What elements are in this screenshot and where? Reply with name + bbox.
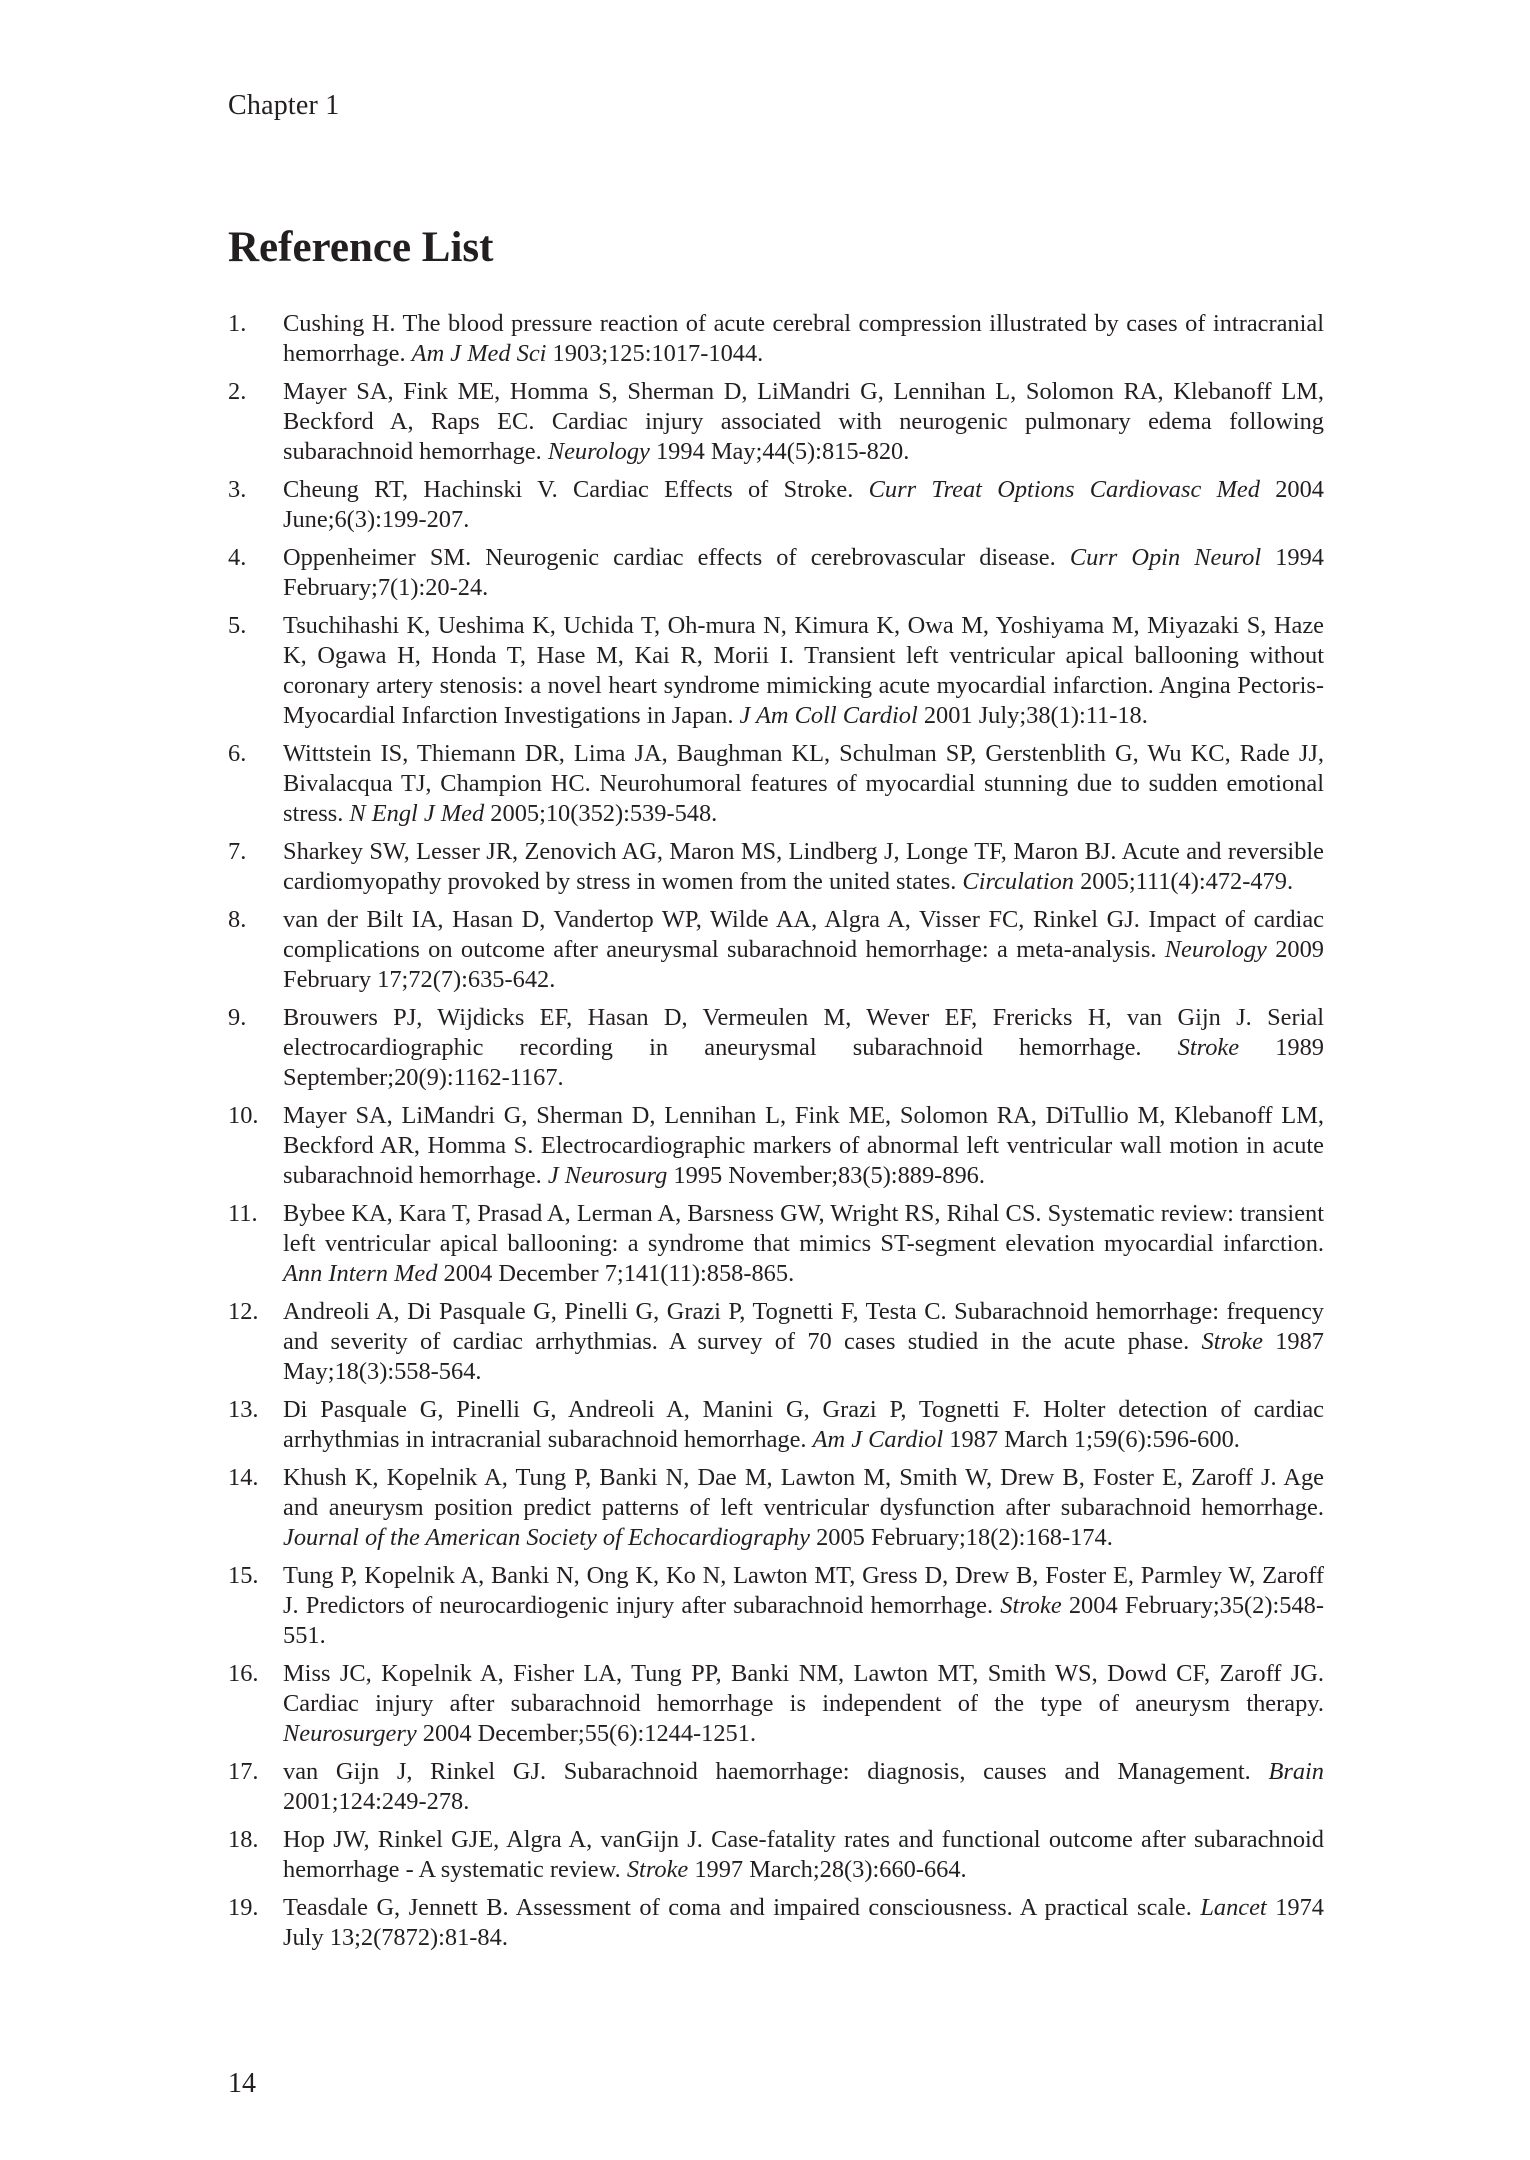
reference-journal: Stroke — [1201, 1328, 1263, 1355]
reference-text: Tung P, Kopelnik A, Banki N, Ong K, Ko N, Lawton MT, Gress D, Drew B, Foster E, Parmley W, Zaroff J. Predictors of neurocardiogenic injury after subarachnoid hemorrhage. — [283, 1562, 1324, 1619]
reference-citation: 1974 July 13;2(7872):81-84. — [283, 1894, 1324, 1951]
reference-citation: 2004 June;6(3):199-207. — [283, 476, 1324, 533]
reference-text: Miss JC, Kopelnik A, Fisher LA, Tung PP, Banki NM, Lawton MT, Smith WS, Dowd CF, Zaroff JG. Cardiac injury after subarachnoid hemorrhage is independent of the type of aneurysm therapy. — [283, 1660, 1324, 1717]
reference-item — [228, 1297, 1324, 1387]
reference-journal: Stroke — [1177, 1034, 1240, 1061]
reference-number: 13. — [228, 1396, 259, 1423]
reference-text: Andreoli A, Di Pasquale G, Pinelli G, Grazi P, Tognetti F, Testa C. Subarachnoid hemorrhage: frequency and severity of cardiac arrhythmias. A survey of 70 cases studied in the acute phase. — [283, 1298, 1324, 1355]
reference-citation: 1997 March;28(3):660-664. — [688, 1856, 967, 1883]
reference-journal: N Engl J Med — [349, 800, 485, 827]
reference-text: Hop JW, Rinkel GJE, Algra A, vanGijn J. Case-fatality rates and functional outcome after subarachnoid hemorrhage - A systematic review. — [283, 1826, 1324, 1883]
reference-citation: 2004 December;55(6):1244-1251. — [416, 1720, 757, 1747]
reference-text: Brouwers PJ, Wijdicks EF, Hasan D, Vermeulen M, Wever EF, Frericks H, van Gijn J. Serial electrocardiographic recording in aneurysmal subarachnoid hemorrhage. — [283, 1004, 1324, 1061]
reference-number: 17. — [228, 1758, 259, 1785]
reference-number: 10. — [228, 1102, 259, 1129]
reference-number: 4. — [228, 544, 247, 571]
reference-number: 7. — [228, 838, 247, 865]
reference-journal: Am J Med Sci — [411, 340, 547, 367]
reference-item — [228, 377, 1324, 467]
reference-citation: 2005;111(4):472-479. — [1074, 868, 1294, 895]
reference-journal: Curr Opin Neurol — [1069, 544, 1262, 571]
reference-item — [228, 611, 1324, 731]
reference-journal: Brain — [1268, 1758, 1324, 1785]
reference-item — [228, 1395, 1324, 1455]
reference-journal: Ann Intern Med — [283, 1260, 438, 1287]
reference-item — [228, 1757, 1324, 1817]
reference-citation: 1903;125:1017-1044. — [546, 340, 764, 367]
reference-item — [228, 1561, 1324, 1651]
reference-journal: J Neurosurg — [547, 1162, 668, 1189]
reference-citation: 1994 February;7(1):20-24. — [283, 544, 1324, 601]
reference-text: van der Bilt IA, Hasan D, Vandertop WP, Wilde AA, Algra A, Visser FC, Rinkel GJ. Impact of cardiac complications on outcome after aneurysmal subarachnoid hemorrhage: a meta-analysis. — [283, 906, 1324, 963]
reference-citation: 2005;10(352):539-548. — [484, 800, 718, 827]
reference-number: 5. — [228, 612, 247, 639]
reference-text: Khush K, Kopelnik A, Tung P, Banki N, Dae M, Lawton M, Smith W, Drew B, Foster E, Zaroff J. Age and aneurysm position predict patterns of left ventricular dysfunction after subarachnoid hemorrhage. — [283, 1464, 1324, 1521]
section-title: Reference List — [228, 224, 494, 271]
reference-text: Tsuchihashi K, Ueshima K, Uchida T, Oh-mura N, Kimura K, Owa M, Yoshiyama M, Miyazaki S, Haze K, Ogawa H, Honda T, Hase M, Kai R, Morii I. Transient left ventricular apical ballooning without coronary artery stenosis: a novel heart syndrome mimicking acute myocardial infarction. Angina Pectoris-Myocardial Infarction Investigations in Japan. — [283, 612, 1324, 729]
reference-text: Mayer SA, Fink ME, Homma S, Sherman D, LiMandri G, Lennihan L, Solomon RA, Klebanoff LM, Beckford A, Raps EC. Cardiac injury associated with neurogenic pulmonary edema following subarachnoid hemorrhage. — [283, 378, 1324, 465]
reference-journal: Neurology — [1164, 936, 1267, 963]
reference-number: 2. — [228, 378, 247, 405]
reference-citation: 2001;124:249-278. — [283, 1788, 470, 1815]
reference-citation: 1987 March 1;59(6):596-600. — [943, 1426, 1240, 1453]
reference-number: 15. — [228, 1562, 259, 1589]
reference-number: 8. — [228, 906, 247, 933]
page-number: 14 — [228, 2068, 256, 2099]
reference-item — [228, 739, 1324, 829]
reference-text: Cheung RT, Hachinski V. Cardiac Effects of Stroke. — [283, 476, 869, 503]
reference-item — [228, 1199, 1324, 1289]
reference-citation: 1994 May;44(5):815-820. — [649, 438, 910, 465]
reference-text: Teasdale G, Jennett B. Assessment of coma and impaired consciousness. A practical scale. — [283, 1894, 1201, 1921]
reference-list — [228, 309, 1324, 1961]
reference-number: 9. — [228, 1004, 247, 1031]
reference-citation: 2005 February;18(2):168-174. — [810, 1524, 1113, 1551]
reference-journal: Neurosurgery — [283, 1720, 417, 1747]
reference-journal: Lancet — [1200, 1894, 1267, 1921]
reference-citation: 1995 November;83(5):889-896. — [667, 1162, 985, 1189]
reference-citation: 2004 December 7;141(11):858-865. — [437, 1260, 795, 1287]
reference-item — [228, 837, 1324, 897]
reference-item — [228, 1893, 1324, 1953]
reference-text: Di Pasquale G, Pinelli G, Andreoli A, Manini G, Grazi P, Tognetti F. Holter detection of cardiac arrhythmias in intracranial subarachnoid hemorrhage. — [283, 1396, 1324, 1453]
reference-number: 14. — [228, 1464, 259, 1491]
running-header: Chapter 1 — [228, 90, 340, 121]
reference-item — [228, 1101, 1324, 1191]
reference-citation: 1989 September;20(9):1162-1167. — [283, 1034, 1324, 1091]
reference-text: van Gijn J, Rinkel GJ. Subarachnoid haemorrhage: diagnosis, causes and Management. — [283, 1758, 1269, 1785]
reference-number: 19. — [228, 1894, 259, 1921]
reference-citation: 2009 February 17;72(7):635-642. — [283, 936, 1324, 993]
reference-number: 18. — [228, 1826, 259, 1853]
reference-text: Mayer SA, LiMandri G, Sherman D, Lennihan L, Fink ME, Solomon RA, DiTullio M, Klebanoff LM, Beckford AR, Homma S. Electrocardiographic markers of abnormal left ventricular wall motion in acute subarachnoid hemorrhage. — [283, 1102, 1324, 1189]
reference-item — [228, 543, 1324, 603]
reference-journal: Am J Cardiol — [812, 1426, 944, 1453]
reference-journal: Neurology — [547, 438, 650, 465]
reference-number: 3. — [228, 476, 247, 503]
reference-item — [228, 905, 1324, 995]
reference-item — [228, 1463, 1324, 1553]
reference-number: 12. — [228, 1298, 259, 1325]
reference-journal: J Am Coll Cardiol — [739, 702, 918, 729]
reference-number: 1. — [228, 310, 247, 337]
reference-journal: Stroke — [1000, 1592, 1062, 1619]
reference-journal: Circulation — [962, 868, 1074, 895]
reference-item — [228, 1825, 1324, 1885]
reference-item — [228, 1659, 1324, 1749]
reference-number: 16. — [228, 1660, 259, 1687]
reference-text: Oppenheimer SM. Neurogenic cardiac effects of cerebrovascular disease. — [283, 544, 1070, 571]
reference-text: Wittstein IS, Thiemann DR, Lima JA, Baughman KL, Schulman SP, Gerstenblith G, Wu KC, Rade JJ, Bivalacqua TJ, Champion HC. Neurohumoral features of myocardial stunning due to sudden emotional stress. — [283, 740, 1324, 827]
reference-text: Bybee KA, Kara T, Prasad A, Lerman A, Barsness GW, Wright RS, Rihal CS. Systematic review: transient left ventricular apical ballooning: a syndrome that mimics ST-segment elevation myocardial infarction. — [283, 1200, 1324, 1257]
reference-number: 11. — [228, 1200, 258, 1227]
reference-text: Sharkey SW, Lesser JR, Zenovich AG, Maron MS, Lindberg J, Longe TF, Maron BJ. Acute and reversible cardiomyopathy provoked by stress in women from the united states. — [283, 838, 1324, 895]
reference-item — [228, 1003, 1324, 1093]
reference-citation: 2004 February;35(2):548-551. — [283, 1592, 1324, 1649]
reference-item — [228, 475, 1324, 535]
reference-item — [228, 309, 1324, 369]
reference-journal: Stroke — [626, 1856, 689, 1883]
reference-citation: 1987 May;18(3):558-564. — [283, 1328, 1324, 1385]
reference-citation: 2001 July;38(1):11-18. — [917, 702, 1148, 729]
reference-text: Cushing H. The blood pressure reaction of acute cerebral compression illustrated by cases of intracranial hemorrhage. — [283, 310, 1324, 367]
reference-journal: Curr Treat Options Cardiovasc Med — [868, 476, 1260, 503]
reference-journal: Journal of the American Society of Echocardiography — [283, 1524, 810, 1551]
reference-number: 6. — [228, 740, 247, 767]
